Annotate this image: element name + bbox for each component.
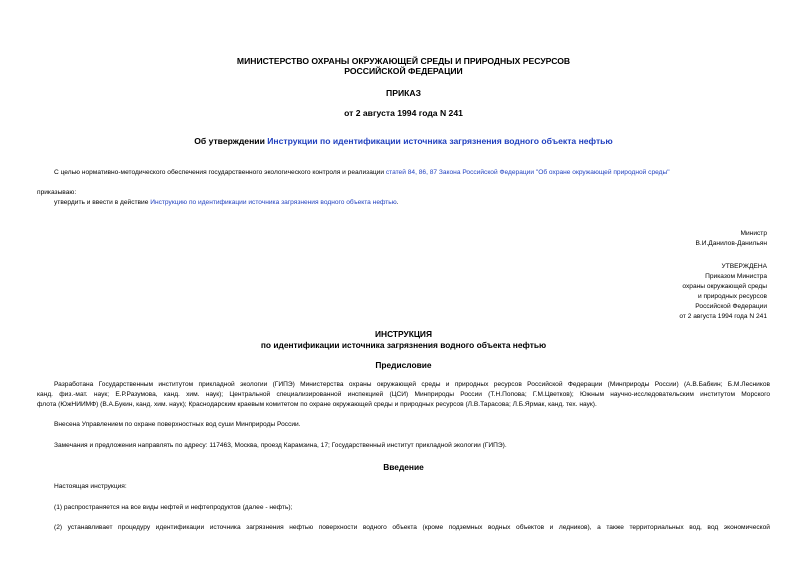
approval-line-6: от 2 августа 1994 года N 241 — [679, 313, 767, 320]
approve-text: утвердить и ввести в действие — [54, 199, 151, 206]
foreword-line-2: канд. физ.-мат. наук; Е.Р.Разумова, канд. хим. наук); Центральной специализированной инспекцией (ЦСИ) Минприроды России (Т.Н.Попова; Г.М.Цветков); Южным научно-исследовательским институтом Морского — [37, 391, 770, 398]
order-subject — [0, 136, 807, 147]
foreword-line-3: флота (ЮжНИИМФ) (В.А.Букин, канд. хим. наук); Краснодарским краевым комитетом по охране окружающей среды и природных ресурсов (Л.В.Тарасова; Л.Б.Ярмак, канд. тех. наук). — [37, 401, 597, 408]
signature-title: Министр — [740, 230, 767, 237]
ministry-title-line2: РОССИЙСКОЙ ФЕДЕРАЦИИ — [344, 66, 463, 76]
instruction-subtitle: по идентификации источника загрязнения водного объекта нефтью — [260, 340, 547, 350]
preamble-paragraph — [54, 168, 774, 177]
ministry-title-line1: МИНИСТЕРСТВО ОХРАНЫ ОКРУЖАЮЩЕЙ СРЕДЫ И ПРИРОДНЫХ РЕСУРСОВ — [236, 56, 571, 66]
approval-line-5: Российской Федерации — [695, 303, 767, 310]
order-date: от 2 августа 1994 года N 241 — [344, 108, 463, 118]
approve-paragraph — [54, 198, 774, 207]
approval-line-2: Приказом Министра — [705, 273, 767, 280]
approval-line-3: охраны окружающей среды — [682, 283, 767, 290]
signature-name: В.И.Данилов-Данильян — [695, 240, 767, 247]
remarks-note: Замечания и предложения направлять по адресу: 117463, Москва, проезд Карамзина, 17; Государственный институт прикладной экологии (ГИПЭ). — [54, 442, 507, 449]
instruction-title: ИНСТРУКЦИЯ — [375, 329, 432, 339]
submitted-note: Внесена Управлением по охране поверхностных вод суши Минприроды России. — [54, 421, 301, 428]
foreword-heading: Предисловие — [375, 360, 432, 370]
law-articles-link[interactable]: статей 84, 86, 87 Закона Российской Федерации "Об охране окружающей природной среды" — [385, 169, 670, 176]
intro-item-2: (2) устанавливает процедуру идентификации источника загрязнения нефтью поверхности водного объекта (кроме подземных водных объектов и ледников), а также территориальных вод, вод экономической — [54, 524, 770, 531]
orders-word: приказываю: — [37, 189, 77, 196]
approval-line-1: УТВЕРЖДЕНА — [721, 263, 767, 270]
intro-item-1: (1) распространяется на все виды нефтей и нефтепродуктов (далее - нефть); — [54, 504, 293, 511]
order-subject-link[interactable]: Инструкции по идентификации источника загрязнения водного объекта нефтью — [267, 136, 613, 146]
foreword-line-1: Разработана Государственным институтом прикладной экологии (ГИПЭ) Министерства охраны окружающей среды и природных ресурсов Российской Федерации (Минприроды России) (А.В.Бабкин; Б.М.Лесников — [54, 381, 770, 388]
approval-line-4: и природных ресурсов — [697, 293, 767, 300]
order-subject-prefix: Об утверждении — [194, 136, 268, 146]
order-heading: ПРИКАЗ — [386, 88, 421, 98]
instruction-link[interactable]: Инструкцию по идентификации источника загрязнения водного объекта нефтью — [150, 199, 397, 206]
introduction-text: Настоящая инструкция: — [54, 483, 127, 490]
introduction-heading: Введение — [383, 462, 424, 472]
preamble-text: С целью нормативно-методического обеспечения государственного экологического контроля и реализации — [54, 169, 386, 176]
approve-end: . — [396, 199, 399, 206]
